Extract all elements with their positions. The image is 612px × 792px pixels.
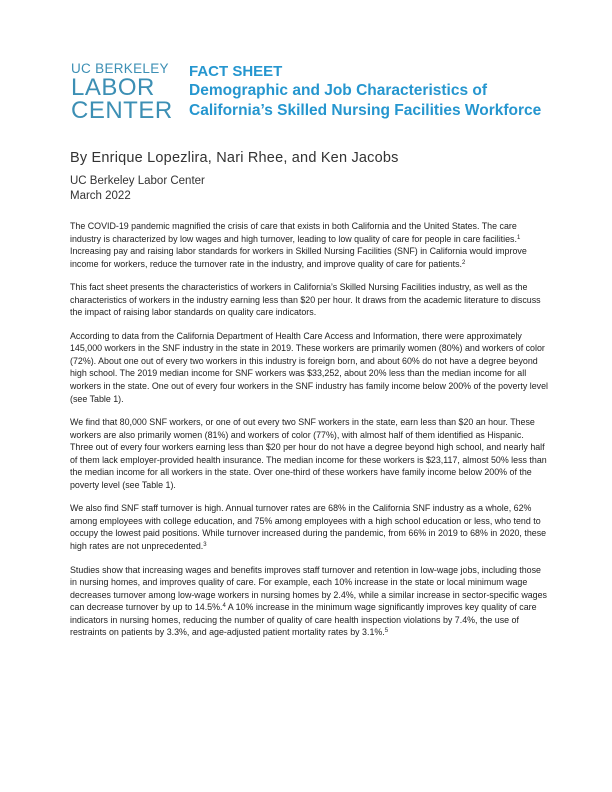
logo-line-labor: LABOR — [71, 74, 155, 101]
footnote-ref: 2 — [462, 259, 466, 266]
paragraph: This fact sheet presents the characteristics of workers in California’s Skilled Nursing Facilities industry, as well as the characteristics of workers in the industry earning less than $20 per hour. It draws from the academic literature to discuss the impact of raising labor standards on quality care indicators. — [70, 282, 541, 318]
paragraph: Studies show that increasing wages and benefits improves staff turnover and retention in low-wage jobs, including those in nursing homes, and improves quality of care. For example, each 10% increase in the state or local minimum wage decreases turnover among low-wage workers in nursing homes by 2.4%, while a similar increase in sector-specific wages can decrease turnover by up to 14.5%.$^4$ A 10% increase in the minimum wage significantly improves key quality of care indicators in nursing homes, reducing the number of quality of care health inspection violations by 7.4%, the use of restraints on patients by 3.3%, and age-adjusted patient mortality rates by 3.1%.$^5$ — [70, 564, 547, 638]
footnote-ref: 3 — [203, 542, 207, 549]
logo-line-uc-berkeley: UC BERKELEY — [71, 61, 169, 76]
author-byline: By Enrique Lopezlira, Nari Rhee, and Ken Jacobs — [70, 150, 399, 166]
fact-sheet-kicker: FACT SHEET — [189, 63, 283, 80]
paragraph: We also find SNF staff turnover is high. Annual turnover rates are 68% in the California SNF industry as a whole, 62% among employees with college education, and 75% among employees with a high school education or less, who tend to occupy the lowest paid positions. While turnover increased during the pandemic, from 66% in 2019 to 68% in 2020, these high rates are not unprecedented.$^3$ — [70, 503, 547, 552]
paragraph: According to data from the California Department of Health Care Access and Information, there were approximately 145,000 workers in the SNF industry in the state in 2019. These workers are primarily women (80%) and workers of color (72%). About one out of every two workers in this industry is foreign born, and about 60% do not have a degree beyond high school. The 2019 median income for SNF workers was $33,252, about 20% less than the median income for all workers in the state. One out of every four workers in the SNF industry has family income below 200% of the poverty level (see Table 1). — [70, 330, 548, 404]
document-title-line-1: Demographic and Job Characteristics of — [189, 82, 488, 99]
footnote-ref: 5 — [384, 628, 389, 635]
logo-line-center: CENTER — [71, 97, 173, 124]
document-header — [189, 63, 579, 121]
document-title-line-2: California’s Skilled Nursing Facilities Workforce — [189, 102, 542, 119]
labor-center-logo — [71, 62, 171, 122]
organization-name: UC Berkeley Labor Center — [70, 175, 205, 187]
footnote-ref: 4 — [222, 603, 226, 610]
document-body — [70, 220, 548, 650]
footnote-ref: 1 — [516, 234, 521, 241]
publication-date: March 2022 — [70, 190, 131, 202]
paragraph: The COVID-19 pandemic magnified the crisis of care that exists in both California and the United States. The care industry is characterized by low wages and high turnover, leading to low quality of care for people in care facilities.$^1$ Increasing pay and raising labor standards for workers in Skilled Nursing Facilities (SNF) in California would improve income for workers, reduce the turnover rate in the industry, and improve quality of care for patients.$^2$ — [70, 221, 527, 269]
publication-info — [70, 174, 205, 204]
paragraph: We find that 80,000 SNF workers, or one of out every two SNF workers in the state, earn less than $20 an hour. These workers are also primarily women (81%) and workers of color (77%), with almost half of them identified as Hispanic. Three out of every four workers earning less than $20 per hour do not have a degree beyond high school, and nearly half of them lack employer-provided health insurance. The median income for these workers is $23,117, almost 50% less than the median income for all workers in the state. Over one-third of these workers have family income below 200% of the poverty level (see Table 1). — [70, 417, 547, 490]
